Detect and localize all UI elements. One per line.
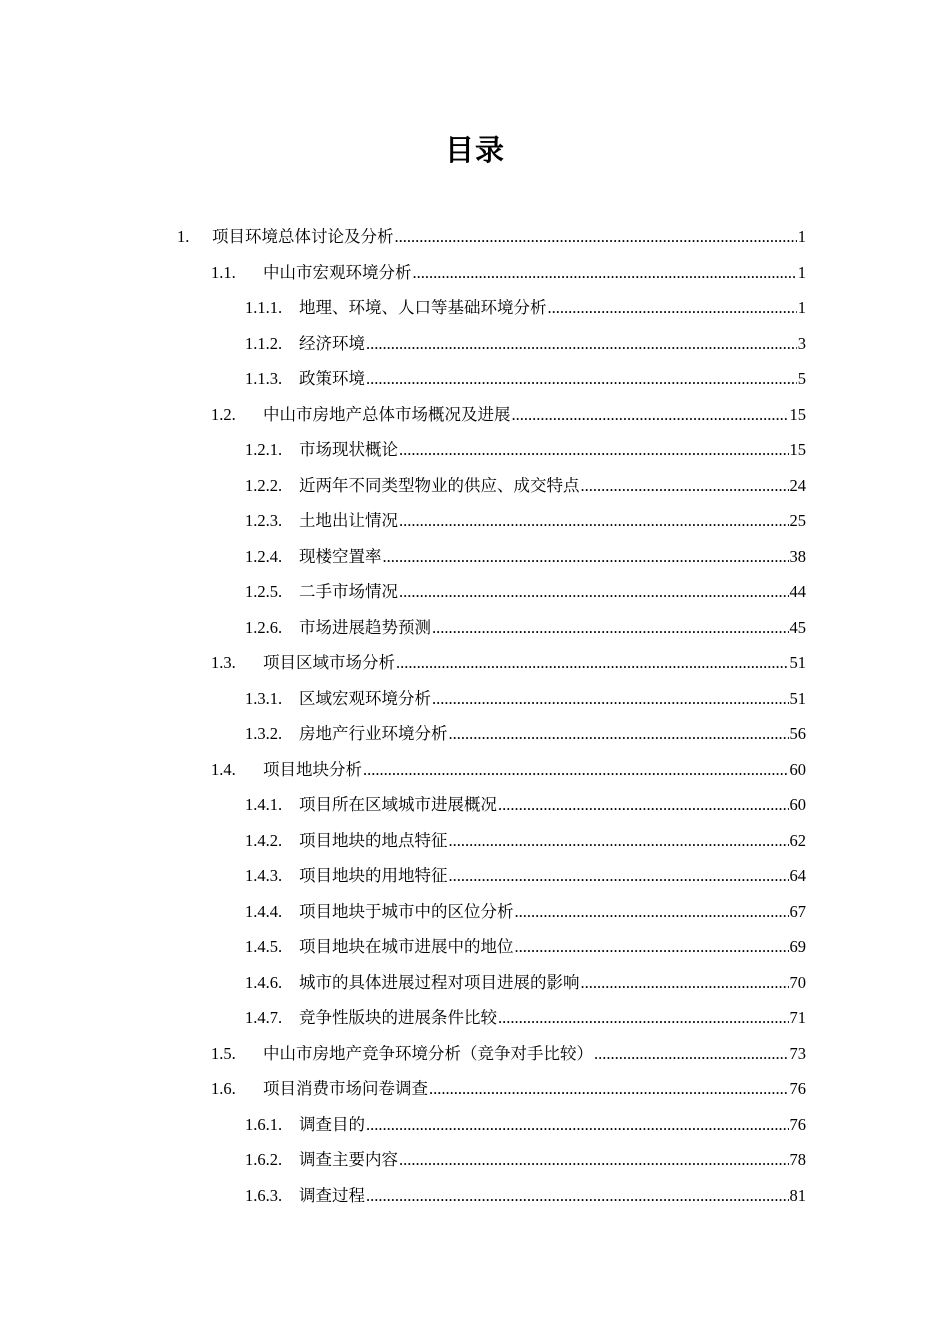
toc-entry[interactable] bbox=[0, 929, 950, 965]
toc-entry-number: 1.4.7. bbox=[245, 1008, 283, 1027]
toc-entry-title: 市场进展趋势预测 bbox=[299, 617, 431, 637]
toc-dot-leader bbox=[396, 645, 789, 681]
toc-dot-leader bbox=[429, 1071, 789, 1107]
toc-entry[interactable] bbox=[0, 397, 950, 433]
toc-dot-leader bbox=[399, 574, 789, 610]
toc-page-number: 67 bbox=[789, 901, 806, 921]
toc-entry-title: 调查过程 bbox=[299, 1185, 365, 1205]
toc-entry-number: 1.4.6. bbox=[245, 972, 283, 992]
toc-entry-number: 1.3. bbox=[211, 653, 236, 672]
toc-page-number: 56 bbox=[789, 724, 806, 743]
toc-entry[interactable] bbox=[0, 539, 950, 575]
toc-entry[interactable] bbox=[0, 326, 950, 362]
toc-dot-leader bbox=[413, 255, 797, 291]
toc-entry-number: 1.2. bbox=[211, 404, 236, 424]
toc-entry[interactable] bbox=[0, 787, 950, 823]
toc-entry[interactable] bbox=[0, 468, 950, 504]
toc-page-number: 24 bbox=[789, 475, 806, 495]
toc-page-number: 45 bbox=[789, 617, 806, 637]
toc-page-number: 1 bbox=[797, 227, 806, 246]
toc-dot-leader bbox=[363, 752, 789, 788]
toc-dot-leader bbox=[432, 610, 789, 646]
toc-dot-leader bbox=[449, 823, 789, 859]
toc-entry[interactable] bbox=[0, 752, 950, 788]
toc-entry-number: 1.6. bbox=[211, 1079, 236, 1098]
toc-entry[interactable] bbox=[0, 1036, 950, 1072]
toc-entry-number: 1.6.2. bbox=[245, 1150, 283, 1169]
toc-entry-number: 1.4.5. bbox=[245, 937, 283, 956]
toc-entry-title: 项目消费市场问卷调查 bbox=[263, 1079, 428, 1098]
toc-page-number: 78 bbox=[789, 1150, 806, 1169]
toc-entry-title: 地理、环境、人口等基础环境分析 bbox=[299, 298, 547, 317]
toc-dot-leader bbox=[449, 858, 789, 894]
toc-page-number: 3 bbox=[797, 333, 806, 353]
toc-page-number: 44 bbox=[789, 582, 806, 601]
toc-entry[interactable] bbox=[0, 1107, 950, 1143]
toc-entry-title: 城市的具体进展过程对项目进展的影响 bbox=[299, 972, 580, 992]
toc-dot-leader bbox=[512, 397, 789, 433]
toc-page-number: 76 bbox=[789, 1079, 806, 1098]
toc-page-number: 69 bbox=[789, 937, 806, 956]
toc-dot-leader bbox=[395, 219, 797, 255]
toc-entry-number: 1.2.5. bbox=[245, 582, 283, 601]
toc-entry[interactable] bbox=[0, 610, 950, 646]
toc-dot-leader bbox=[548, 290, 797, 326]
toc-entry-number: 1.1.1. bbox=[245, 298, 283, 317]
toc-page-number: 70 bbox=[789, 972, 806, 992]
toc-entry-title: 中山市宏观环境分析 bbox=[263, 262, 412, 282]
toc-page-number: 15 bbox=[789, 440, 806, 459]
toc-entry[interactable] bbox=[0, 503, 950, 539]
toc-entry-number: 1.3.2. bbox=[245, 724, 283, 743]
toc-entry-number: 1.4.1. bbox=[245, 795, 283, 814]
toc-dot-leader bbox=[498, 1000, 789, 1036]
toc-page-number: 25 bbox=[789, 511, 806, 530]
toc-entry[interactable] bbox=[0, 645, 950, 681]
toc-entry[interactable] bbox=[0, 965, 950, 1001]
toc-entry-number: 1.1. bbox=[211, 262, 236, 282]
toc-entry-number: 1.4.2. bbox=[245, 830, 283, 850]
toc-dot-leader bbox=[581, 965, 789, 1001]
toc-dot-leader bbox=[581, 468, 789, 504]
toc-entry-number: 1.2.1. bbox=[245, 440, 283, 459]
toc-entry-title: 项目区域市场分析 bbox=[263, 653, 395, 672]
toc-entry[interactable] bbox=[0, 219, 950, 255]
toc-entry-title: 市场现状概论 bbox=[299, 440, 398, 459]
toc-entry[interactable] bbox=[0, 361, 950, 397]
toc-entry-title: 调查主要内容 bbox=[299, 1150, 398, 1169]
toc-entry-number: 1.1.2. bbox=[245, 333, 283, 353]
toc-dot-leader bbox=[498, 787, 789, 823]
toc-entry-title: 中山市房地产竞争环境分析（竞争对手比较） bbox=[263, 1043, 593, 1063]
toc-entry-number: 1. bbox=[177, 227, 190, 246]
toc-page-number: 64 bbox=[789, 866, 806, 885]
toc-entry-number: 1.2.4. bbox=[245, 546, 283, 566]
toc-entry-title: 中山市房地产总体市场概况及进展 bbox=[263, 404, 511, 424]
toc-entry-number: 1.6.3. bbox=[245, 1185, 283, 1205]
toc-dot-leader bbox=[399, 1142, 789, 1178]
toc-dot-leader bbox=[449, 716, 789, 752]
toc-page-number: 38 bbox=[789, 546, 806, 566]
toc-entry-title: 房地产行业环境分析 bbox=[299, 724, 448, 743]
toc-dot-leader bbox=[366, 1178, 789, 1214]
toc-dot-leader bbox=[383, 539, 789, 575]
table-of-contents bbox=[0, 219, 950, 1213]
toc-page-number: 76 bbox=[789, 1114, 806, 1134]
toc-entry-number: 1.1.3. bbox=[245, 369, 283, 388]
toc-entry-title: 土地出让情况 bbox=[299, 511, 398, 530]
toc-entry[interactable] bbox=[0, 255, 950, 291]
toc-entry-number: 1.4. bbox=[211, 759, 236, 779]
toc-entry[interactable] bbox=[0, 681, 950, 717]
toc-dot-leader bbox=[399, 432, 789, 468]
toc-entry-title: 项目环境总体讨论及分析 bbox=[212, 227, 394, 246]
toc-entry-number: 1.6.1. bbox=[245, 1114, 283, 1134]
toc-dot-leader bbox=[432, 681, 789, 717]
toc-entry-number: 1.4.4. bbox=[245, 901, 283, 921]
toc-entry[interactable] bbox=[0, 1178, 950, 1214]
toc-dot-leader bbox=[366, 1107, 789, 1143]
toc-entry-title: 项目地块分析 bbox=[263, 759, 362, 779]
toc-entry-title: 项目地块的地点特征 bbox=[299, 830, 448, 850]
toc-page-number: 5 bbox=[797, 369, 806, 388]
toc-entry[interactable] bbox=[0, 823, 950, 859]
toc-page-number: 73 bbox=[789, 1043, 806, 1063]
toc-entry-title: 项目地块于城市中的区位分析 bbox=[299, 901, 514, 921]
toc-entry[interactable] bbox=[0, 1071, 950, 1107]
toc-entry[interactable] bbox=[0, 858, 950, 894]
toc-entry-number: 1.3.1. bbox=[245, 688, 283, 708]
toc-entry-title: 竞争性版块的进展条件比较 bbox=[299, 1008, 497, 1027]
toc-page-number: 51 bbox=[789, 653, 806, 672]
toc-entry-title: 经济环境 bbox=[299, 333, 365, 353]
toc-entry-title: 政策环境 bbox=[299, 369, 365, 388]
toc-page-number: 60 bbox=[789, 795, 806, 814]
toc-entry-number: 1.4.3. bbox=[245, 866, 283, 885]
toc-entry-number: 1.5. bbox=[211, 1043, 236, 1063]
toc-page-number: 81 bbox=[789, 1185, 806, 1205]
toc-entry-number: 1.2.6. bbox=[245, 617, 283, 637]
toc-dot-leader bbox=[594, 1036, 789, 1072]
toc-dot-leader bbox=[366, 326, 797, 362]
toc-dot-leader bbox=[366, 361, 797, 397]
toc-page-number: 71 bbox=[789, 1008, 806, 1027]
toc-entry[interactable] bbox=[0, 1142, 950, 1178]
toc-entry-title: 项目所在区域城市进展概况 bbox=[299, 795, 497, 814]
toc-page-number: 60 bbox=[789, 759, 806, 779]
toc-page-number: 51 bbox=[789, 688, 806, 708]
toc-entry[interactable] bbox=[0, 574, 950, 610]
toc-entry[interactable] bbox=[0, 290, 950, 326]
toc-page-number: 15 bbox=[789, 404, 806, 424]
toc-page-number: 1 bbox=[797, 298, 806, 317]
toc-dot-leader bbox=[515, 929, 789, 965]
toc-entry[interactable] bbox=[0, 1000, 950, 1036]
toc-entry[interactable] bbox=[0, 894, 950, 930]
toc-entry-title: 项目地块的用地特征 bbox=[299, 866, 448, 885]
toc-entry-title: 项目地块在城市进展中的地位 bbox=[299, 937, 514, 956]
toc-entry-title: 调查目的 bbox=[299, 1114, 365, 1134]
toc-entry[interactable] bbox=[0, 432, 950, 468]
toc-entry[interactable] bbox=[0, 716, 950, 752]
toc-entry-number: 1.2.3. bbox=[245, 511, 283, 530]
toc-dot-leader bbox=[515, 894, 789, 930]
toc-dot-leader bbox=[399, 503, 789, 539]
toc-entry-title: 近两年不同类型物业的供应、成交特点 bbox=[299, 475, 580, 495]
toc-entry-title: 二手市场情况 bbox=[299, 582, 398, 601]
page-title: 目录 bbox=[444, 133, 505, 167]
toc-page-number: 1 bbox=[797, 262, 806, 282]
toc-page-number: 62 bbox=[789, 830, 806, 850]
toc-entry-title: 区域宏观环境分析 bbox=[299, 688, 431, 708]
toc-entry-number: 1.2.2. bbox=[245, 475, 283, 495]
toc-entry-title: 现楼空置率 bbox=[299, 546, 382, 566]
